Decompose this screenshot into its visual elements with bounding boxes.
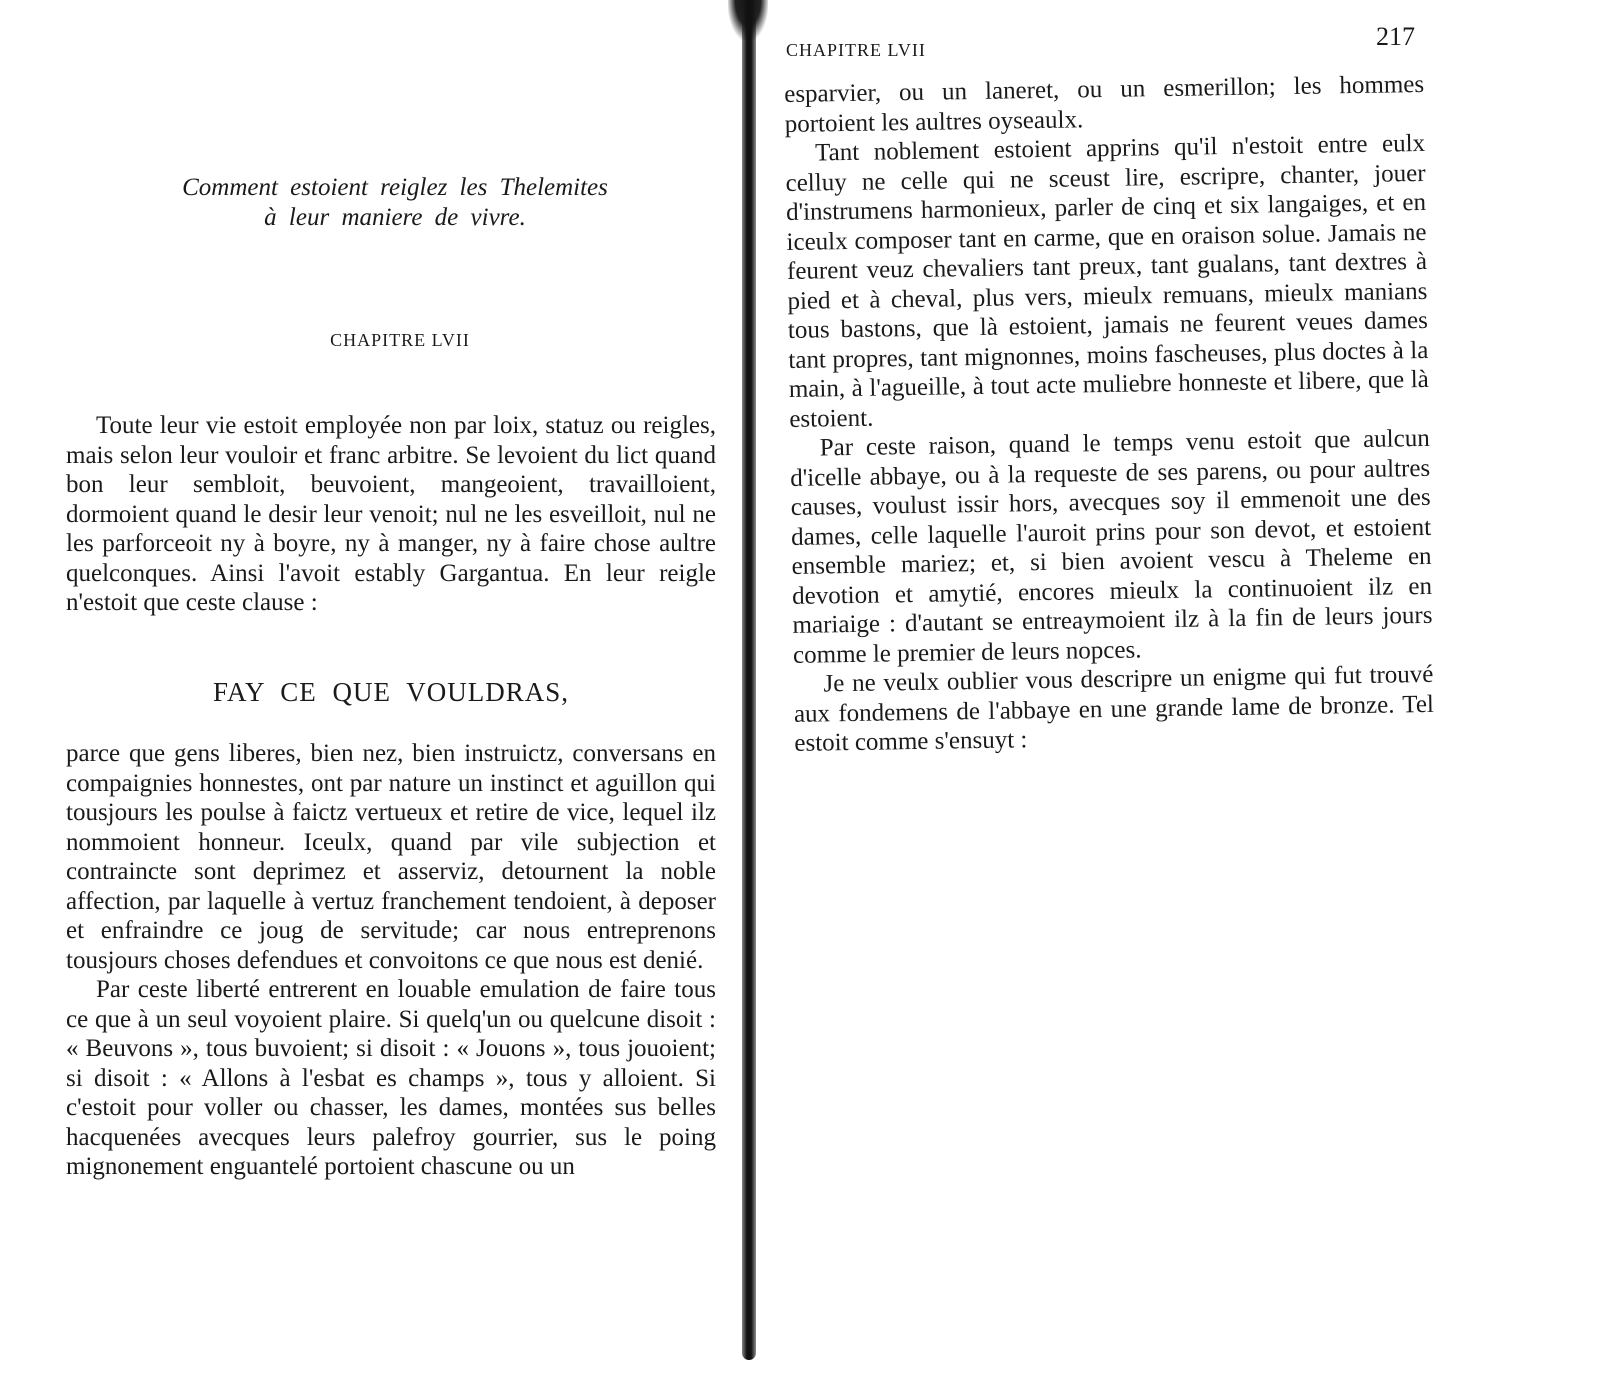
left-text-before-motto (66, 411, 716, 618)
motto: FAY CE QUE VOULDRAS, (212, 677, 570, 707)
paragraph: Par ceste liberté entrerent en louable emulation de faire tous ce que à un seul voyoient plaire. Si quelq'un ou quelcune disoit : « Beuvons », tous buvoient; si disoit : « Jouons », tous jouoient; si disoit : « Allons à l'esbat es champs », tous y alloient. Si c'estoit pour voller ou chasser, les dames, montées sus belles hacquenées avecques leurs palefroy gourrier, sus le poing mignonement enguantelé portoient chascune ou un (66, 976, 716, 1180)
paragraph: Tant noblement estoient apprins qu'il n'estoit entre eulx celluy ne celle qui ne sceust lire, escripre, chanter, jouer d'instrumens harmonieux, parler de cinq et six langaiges, et en iceulx composer tant en carme, que en oraison solue. Jamais ne feurent veuz chevaliers tant preux, tant gualans, tant dextres à pied et à cheval, plus vers, mieulx remuans, mieulx manians tous bastons, que là estoient, jamais ne feurent veues dames tant propres, tant mignonnes, moins fascheuses, plus doctes à la main, à l'agueille, à tout acte muliebre honneste et libere, que là estoient. (785, 129, 1429, 433)
subtitle-line-1: Comment estoient reiglez les Thelemites (182, 174, 608, 201)
left-text-after-motto (66, 739, 716, 1182)
running-head: CHAPITRE LVII (786, 40, 926, 60)
right-text (784, 70, 1435, 758)
paragraph: esparvier, ou un laneret, ou un esmerillon; les hommes portoient les aultres oyseaulx. (784, 70, 1425, 138)
chapter-subtitle (60, 173, 730, 233)
subtitle-line-2: à leur maniere de vivre. (264, 204, 526, 231)
paragraph: Par ceste raison, quand le temps venu estoit que aulcun d'icelle abbaye, ou à la requeste de ses parens, ou pour aultres causes, voulust issir hors, avecques soy il emmenoit une des dames, celle laquelle l'auroit prins pour son devot, et estoient ensemble mariez; et, si bien avoient vescu à Theleme en devotion et amytié, encores mieulx la continuoient ilz en mariaige : d'autant se entreaymoient ilz à la fin de leurs jours comme le premier de leurs nopces. (790, 424, 1433, 669)
paragraph: Je ne veulx oublier vous descripre un enigme qui fut trouvé aux fondemens de l'abbaye en une grande lame de bronze. Tel estoit comme s'ensuyt : (793, 660, 1435, 757)
right-page (760, 0, 1621, 1377)
paragraph: parce que gens liberes, bien nez, bien instruictz, conversans en compaignies honnestes, ont par nature un instinct et aguillon qui tousjours les poulse à faictz vertueux et retire de vice, lequel ilz nommoient honneur. Iceulx, quand par vile subjection et contraincte sont deprimez et asserviz, detournent la noble affection, par laquelle à vertuz franchement tendoient, à deposer et enfraindre ce joug de servitude; car nous entreprenons tousjours choses defendues et convoitons ce que nous est denié. (66, 740, 716, 974)
chapter-title: CHAPITRE LVII (330, 330, 470, 350)
page-number: 217 (1376, 22, 1415, 51)
left-page (0, 0, 735, 1377)
paragraph: Toute leur vie estoit employée non par loix, statuz ou reigles, mais selon leur vouloir et franc arbitre. Se levoient du lict quand bon leur sembloit, beuvoient, mangeoient, travailloient, dormoient quand le desir leur venoit; nul ne les esveilloit, nul ne les parforceoit ny à boyre, ny à manger, ny à faire chose aultre quelconques. Ainsi l'avoit estably Gargantua. En leur reigle n'estoit que ceste clause : (66, 412, 716, 616)
